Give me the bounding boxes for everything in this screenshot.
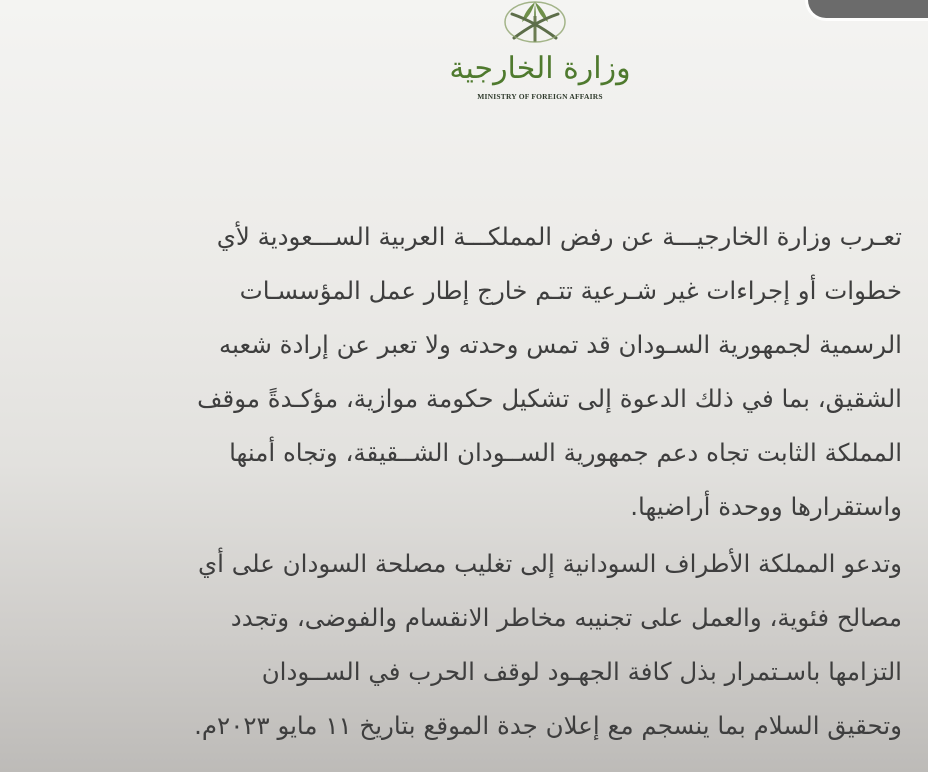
statement-paragraph-2 <box>142 537 902 753</box>
paragraph-line: وتحقيق السلام بما ينسجم مع إعلان جدة الموقع بتاريخ ١١ مايو ٢٠٢٣م. <box>194 711 902 740</box>
paragraph-line: المملكة الثابت تجاه دعم جمهورية الســودان الشــقيقة، وتجاه أمنها <box>229 438 902 467</box>
paragraph-line: تعـرب وزارة الخارجيـــة عن رفض المملكـــة العربية الســـعودية لأي <box>216 222 902 251</box>
paragraph-line: الرسمية لجمهورية السـودان قد تمس وحدته ولا تعبر عن إرادة شعبه <box>218 330 902 359</box>
paragraph-line: خطوات أو إجراءات غير شـرعية تتـم خارج إطار عمل المؤسسـات <box>239 276 902 305</box>
ministry-name-english: MINISTRY OF FOREIGN AFFAIRS <box>477 92 603 101</box>
statement-paragraph-1 <box>142 210 902 534</box>
ministry-name-arabic: وزارة الخارجية <box>449 51 631 86</box>
saudi-emblem-icon <box>480 0 590 48</box>
paragraph-line: وتدعو المملكة الأطراف السودانية إلى تغليب مصلحة السودان على أي <box>197 549 902 578</box>
paragraph-line: مصالح فئوية، والعمل على تجنيبه مخاطر الانقسام والفوضى، وتجدد <box>230 603 902 632</box>
paragraph-line: الشقيق، بما في ذلك الدعوة إلى تشكيل حكومة موازية، مؤكـدةً موقف <box>197 384 902 413</box>
corner-badge <box>808 0 928 18</box>
paragraph-line: التزامها باسـتمرار بذل كافة الجهـود لوقف الحرب في الســودان <box>261 657 902 686</box>
paragraph-line: واستقرارها ووحدة أراضيها. <box>630 492 902 521</box>
